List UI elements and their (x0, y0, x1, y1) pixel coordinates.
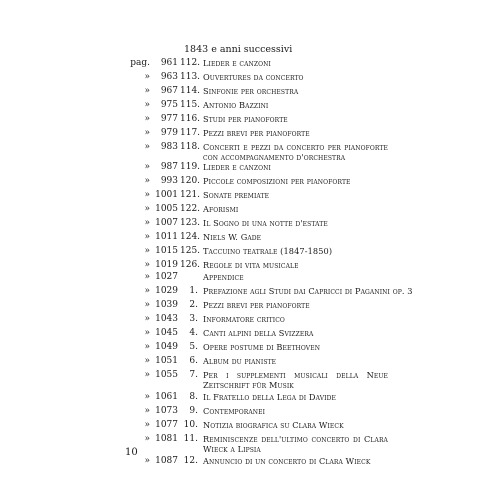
entry-page: 1077 (155, 420, 178, 430)
entry-page: 1055 (155, 370, 178, 380)
entry-title: Ouvertures da concerto (203, 72, 304, 82)
entry-title: Concerti e pezzi da concerto per pianoforte con accompagnamento d'orchestra (203, 142, 388, 162)
entry-title: Per i supplementi musicali della Neue Zeitschrift für Musik (203, 370, 388, 390)
entry-title: Appendice (203, 272, 244, 282)
entry-number: 3. (189, 314, 198, 324)
entry-number: 118. (180, 142, 201, 152)
entry-prefix: » (144, 392, 150, 402)
entry-number: 12. (183, 456, 198, 466)
entry-prefix: » (144, 72, 150, 82)
entry-number: 119. (180, 162, 201, 172)
entry-number: 8. (189, 392, 198, 402)
entry-title: Niels W. Gade (203, 232, 262, 242)
entry-page: 1029 (155, 286, 178, 296)
page-number: 10 (125, 447, 138, 458)
entry-number: 115. (180, 100, 201, 110)
entry-prefix: » (144, 300, 150, 310)
entry-title: Lieder e canzoni (203, 162, 271, 172)
entry-prefix: » (144, 456, 150, 466)
entry-title: Contemporanei (203, 406, 266, 416)
entry-prefix: » (144, 142, 150, 152)
entry-title: Sonate premiate (203, 190, 270, 200)
entry-page: 1027 (155, 272, 178, 282)
entry-number: 9. (189, 406, 198, 416)
entry-title: Canti alpini della Svizzera (203, 328, 314, 338)
entry-number: 5. (189, 342, 198, 352)
entry-prefix: » (144, 204, 150, 214)
entry-page: 1081 (155, 434, 178, 444)
entry-prefix: » (144, 190, 150, 200)
entry-title: Opere postume di Beethoven (203, 342, 321, 352)
entry-page: 993 (160, 176, 178, 186)
entry-prefix: » (144, 342, 150, 352)
entry-page: 963 (160, 72, 178, 82)
entry-number: 125. (180, 246, 201, 256)
entry-page: 1039 (155, 300, 178, 310)
entry-title: Annuncio di un concerto di Clara Wieck (203, 456, 371, 466)
entry-page: 1073 (155, 406, 178, 416)
entry-prefix: » (144, 114, 150, 124)
entry-page: 1045 (155, 328, 178, 338)
entry-page: 1007 (155, 218, 178, 228)
entry-prefix: » (144, 420, 150, 430)
entry-prefix: » (144, 406, 150, 416)
entry-page: 1015 (155, 246, 178, 256)
entry-number: 112. (180, 58, 201, 68)
entry-title: Taccuino teatrale (1847-1850) (203, 246, 333, 256)
entry-page: 1061 (155, 392, 178, 402)
entry-number: 6. (189, 356, 198, 366)
period-heading: 1843 e anni successivi (184, 44, 293, 55)
entry-number: 114. (180, 86, 201, 96)
entry-number: 123. (180, 218, 201, 228)
entry-title: Aforismi (203, 204, 239, 214)
entry-prefix: » (144, 162, 150, 172)
entry-number: 4. (189, 328, 198, 338)
entry-prefix: » (144, 314, 150, 324)
entry-page: 977 (160, 114, 178, 124)
entry-prefix: » (144, 100, 150, 110)
entry-prefix: » (144, 218, 150, 228)
entry-number: 2. (189, 300, 198, 310)
entry-number: 113. (180, 72, 201, 82)
entry-number: 126. (180, 260, 201, 270)
entry-number: 7. (189, 370, 198, 380)
entry-number: 120. (180, 176, 201, 186)
entry-title: Reminiscenze dell'ultimo concerto di Clara Wieck a Lipsia (203, 434, 388, 454)
entry-title: Pezzi brevi per pianoforte (203, 128, 310, 138)
entry-page: 1043 (155, 314, 178, 324)
entry-number: 116. (180, 114, 201, 124)
entry-number: 1. (189, 286, 198, 296)
entry-title: Piccole composizioni per pianoforte (203, 176, 351, 186)
entry-page: 983 (160, 142, 178, 152)
entry-prefix: » (144, 370, 150, 380)
entry-page: 967 (160, 86, 178, 96)
entry-number: 122. (180, 204, 201, 214)
entry-title: Pezzi brevi per pianoforte (203, 300, 310, 310)
entry-prefix: » (144, 128, 150, 138)
entry-prefix: » (144, 246, 150, 256)
entry-title: Il Fratello della Lega di Davide (203, 392, 337, 402)
entry-prefix: » (144, 86, 150, 96)
entry-prefix: » (144, 232, 150, 242)
entry-title: Regole di vita musicale (203, 260, 299, 270)
entry-title: Informatore critico (203, 314, 285, 324)
entry-prefix: » (144, 260, 150, 270)
entry-page: 961 (160, 58, 178, 68)
entry-title: Studi per pianoforte (203, 114, 288, 124)
entry-title: Sinfonie per orchestra (203, 86, 299, 96)
entry-page: 979 (160, 128, 178, 138)
entry-number: 117. (180, 128, 201, 138)
entry-prefix: » (144, 272, 150, 282)
entry-number: 11. (183, 434, 198, 444)
entry-title: Lieder e canzoni (203, 58, 271, 68)
entry-prefix: » (144, 328, 150, 338)
entry-title: Il Sogno di una notte d'estate (203, 218, 328, 228)
entry-title: Notizia biografica su Clara Wieck (203, 420, 344, 430)
entry-prefix: » (144, 286, 150, 296)
entry-prefix: » (144, 176, 150, 186)
entry-prefix: » (144, 434, 150, 444)
entry-page: 1001 (155, 190, 178, 200)
entry-page: 1051 (155, 356, 178, 366)
entry-title: Prefazione agli Studi dai Capricci di Paganini op. 3 (203, 286, 413, 296)
entry-page: 1011 (155, 232, 178, 242)
entry-number: 10. (183, 420, 198, 430)
entry-number: 124. (180, 232, 201, 242)
entry-prefix: » (144, 356, 150, 366)
entry-page: 1087 (155, 456, 178, 466)
entry-page: 1005 (155, 204, 178, 214)
entry-page: 1049 (155, 342, 178, 352)
entry-title: Antonio Bazzini (203, 100, 269, 110)
entry-prefix: pag. (130, 58, 150, 68)
entry-page: 987 (160, 162, 178, 172)
entry-number: 121. (180, 190, 201, 200)
entry-title: Album du pianiste (203, 356, 277, 366)
entry-page: 975 (160, 100, 178, 110)
entry-page: 1019 (155, 260, 178, 270)
